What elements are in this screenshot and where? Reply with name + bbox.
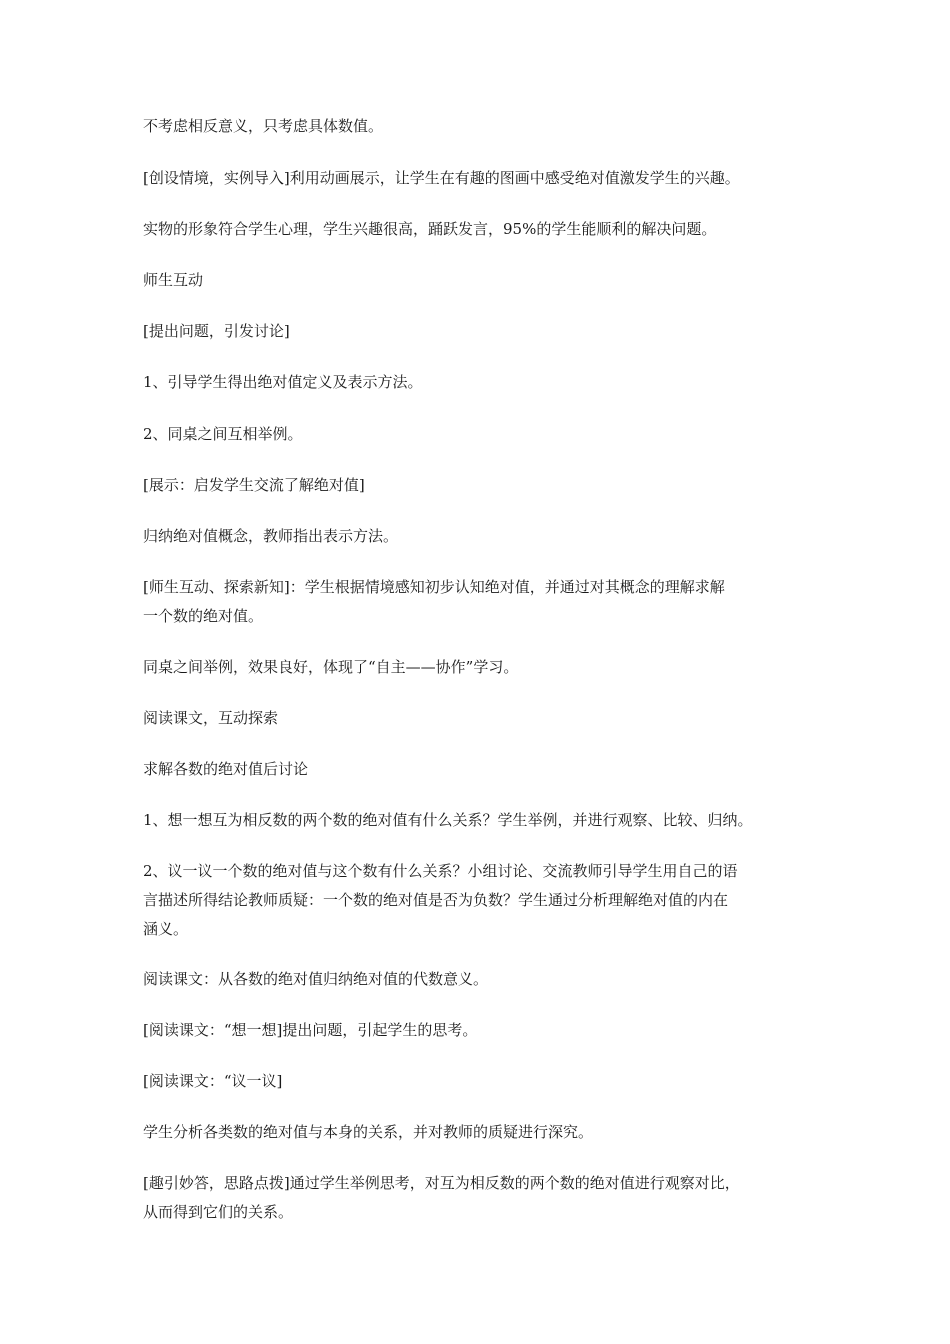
- paragraph-10-line-1: [师生互动、探索新知]：学生根据情境感知初步认知绝对值，并通过对其概念的理解求解: [143, 578, 725, 596]
- paragraph-7: 2、同桌之间互相举例。: [143, 425, 303, 443]
- section-heading-teacher-student-interaction: 师生互动: [143, 271, 204, 289]
- paragraph-11: 同桌之间举例，效果良好，体现了“自主——协作”学习。: [143, 658, 519, 676]
- paragraph-15: [143, 857, 833, 944]
- section-heading-read-text: 阅读课文，互动探索: [143, 709, 279, 727]
- paragraph-20-line-1: [趣引妙答，思路点拨]通过学生举例思考，对互为相反数的两个数的绝对值进行观察对比，: [143, 1174, 740, 1192]
- paragraph-2: [创设情境，实例导入]利用动画展示，让学生在有趣的图画中感受绝对值激发学生的兴趣。: [143, 169, 740, 187]
- paragraph-15-line-3: 涵义。: [143, 920, 189, 938]
- paragraph-17: [阅读课文：“想一想]提出问题，引起学生的思考。: [143, 1021, 478, 1039]
- paragraph-20: [143, 1169, 833, 1227]
- paragraph-14: 1、想一想互为相反数的两个数的绝对值有什么关系？学生举例，并进行观察、比较、归纳。: [143, 811, 753, 829]
- paragraph-3: 实物的形象符合学生心理，学生兴趣很高，踊跃发言，95%的学生能顺利的解决问题。: [143, 220, 717, 238]
- paragraph-8: [展示：启发学生交流了解绝对值]: [143, 476, 365, 494]
- paragraph-10-line-2: 一个数的绝对值。: [143, 607, 264, 625]
- paragraph-15-line-2: 言描述所得结论教师质疑：一个数的绝对值是否为负数？学生通过分析理解绝对值的内在: [143, 891, 729, 909]
- paragraph-1: 不考虑相反意义，只考虑具体数值。: [143, 117, 384, 135]
- paragraph-5: [提出问题，引发讨论]: [143, 322, 290, 340]
- paragraph-20-line-2: 从而得到它们的关系。: [143, 1203, 294, 1221]
- paragraph-19: 学生分析各类数的绝对值与本身的关系，并对教师的质疑进行深究。: [143, 1123, 594, 1141]
- paragraph-15-line-1: 2、议一议一个数的绝对值与这个数有什么关系？小组讨论、交流教师引导学生用自己的语: [143, 862, 738, 880]
- paragraph-6: 1、引导学生得出绝对值定义及表示方法。: [143, 373, 423, 391]
- paragraph-16: 阅读课文：从各数的绝对值归纳绝对值的代数意义。: [143, 970, 489, 988]
- paragraph-9: 归纳绝对值概念，教师指出表示方法。: [143, 527, 399, 545]
- paragraph-10: [143, 573, 833, 631]
- paragraph-18: [阅读课文：“议一议]: [143, 1072, 283, 1090]
- paragraph-13: 求解各数的绝对值后讨论: [143, 760, 309, 778]
